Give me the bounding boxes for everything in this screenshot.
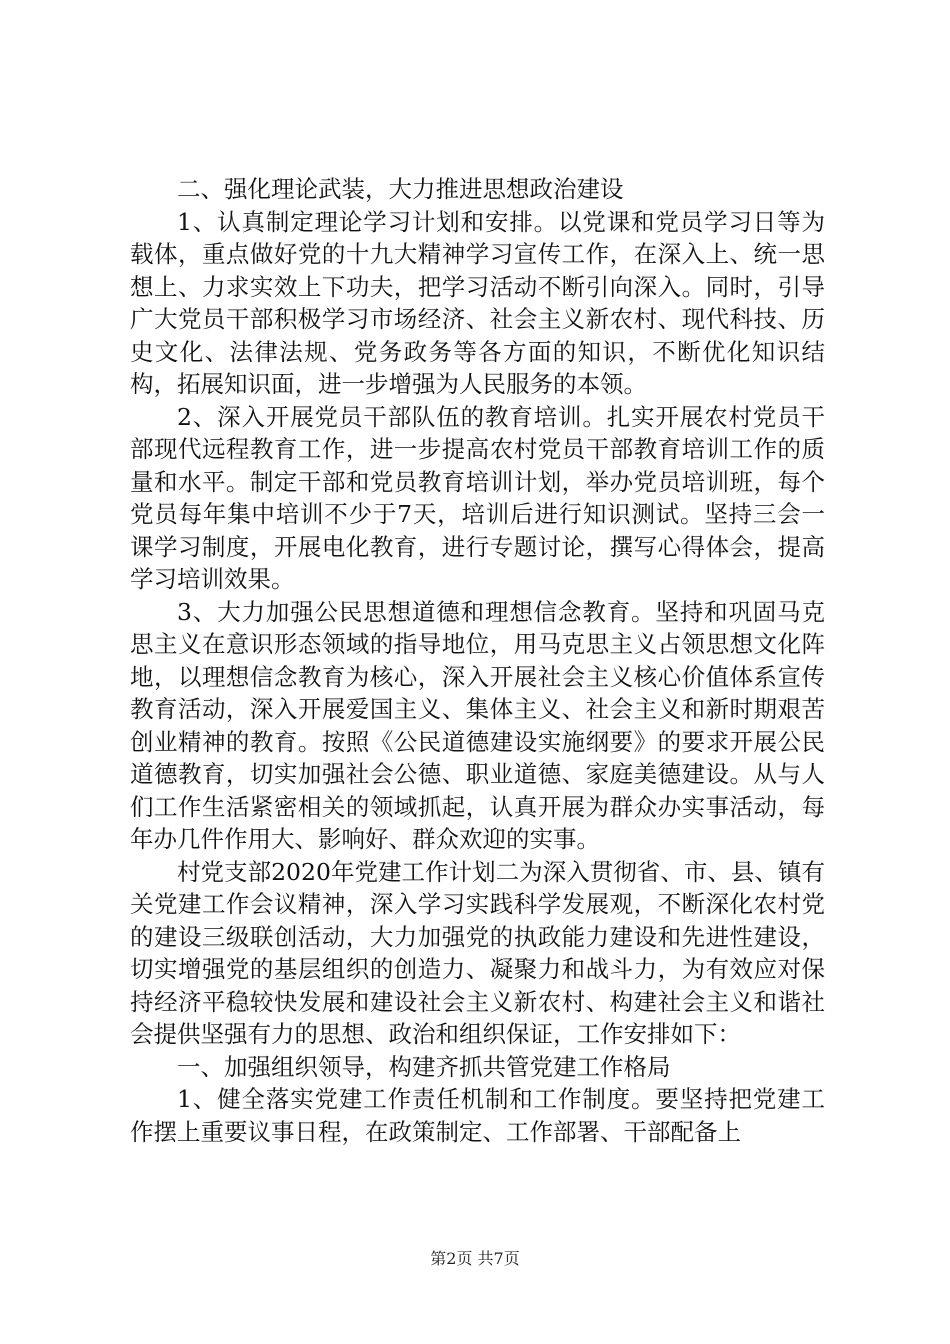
page-footer: 第2页 共7页 xyxy=(430,1249,520,1268)
paragraph-item-3: 3、大力加强公民思想道德和理想信念教育。坚持和巩固马克思主义在意识形态领域的指导地位，用马克思主义占领思想文化阵地，以理想信念教育为核心，深入开展社会主义核心价值体系宣传教育活动，深入开展爱国主义、集体主义、社会主义和新时期艰苦创业精神的教育。按照《公民道德建设实施纲要》的要求开展公民道德教育，切实加强社会公德、职业道德、家庭美德建设。从与人们工作生活紧密相关的领域抓起，认真开展为群众办实事活动，每年办几件作用大、影响好、群众欢迎的实事。 xyxy=(130,597,825,853)
paragraph-item-1b: 1、健全落实党建工作责任机制和工作制度。要坚持把党建工作摆上重要议事日程，在政策制定、工作部署、干部配备上 xyxy=(130,1085,825,1146)
paragraph-plan-intro: 村党支部2020年党建工作计划二为深入贯彻省、市、县、镇有关党建工作会议精神，深入学习实践科学发展观，不断深化农村党的建设三级联创活动，大力加强党的执政能力建设和先进性建设，切实增强党的基层组织的创造力、凝聚力和战斗力，为有效应对保持经济平稳较快发展和建设社会主义新农村、构建社会主义和谐社会提供坚强有力的思想、政治和组织保证，工作安排如下： xyxy=(130,857,825,1048)
section-heading-1: 一、加强组织领导，构建齐抓共管党建工作格局 xyxy=(177,1052,671,1081)
section-heading-2: 二、强化理论武装，大力推进思想政治建设 xyxy=(177,175,624,203)
paragraph-item-2: 2、深入开展党员干部队伍的教育培训。扎实开展农村党员干部现代远程教育工作，进一步提高农村党员干部教育培训工作的质量和水平。制定干部和党员教育培训计划，举办党员培训班，每个党员每年集中培训不少于7天，培训后进行知识测试。坚持三会一课学习制度，开展电化教育，进行专题讨论，撰写心得体会，提高学习培训效果。 xyxy=(130,402,825,593)
document-body xyxy=(130,173,825,1148)
paragraph-item-1: 1、认真制定理论学习计划和安排。以党课和党员学习日等为载体，重点做好党的十九大精神学习宣传工作，在深入上、统一思想上、力求实效上下功夫，把学习活动不断引向深入。同时，引导广大党员干部积极学习市场经济、社会主义新农村、现代科技、历史文化、法律法规、党务政务等各方面的知识，不断优化知识结构，拓展知识面，进一步增强为人民服务的本领。 xyxy=(130,207,825,398)
